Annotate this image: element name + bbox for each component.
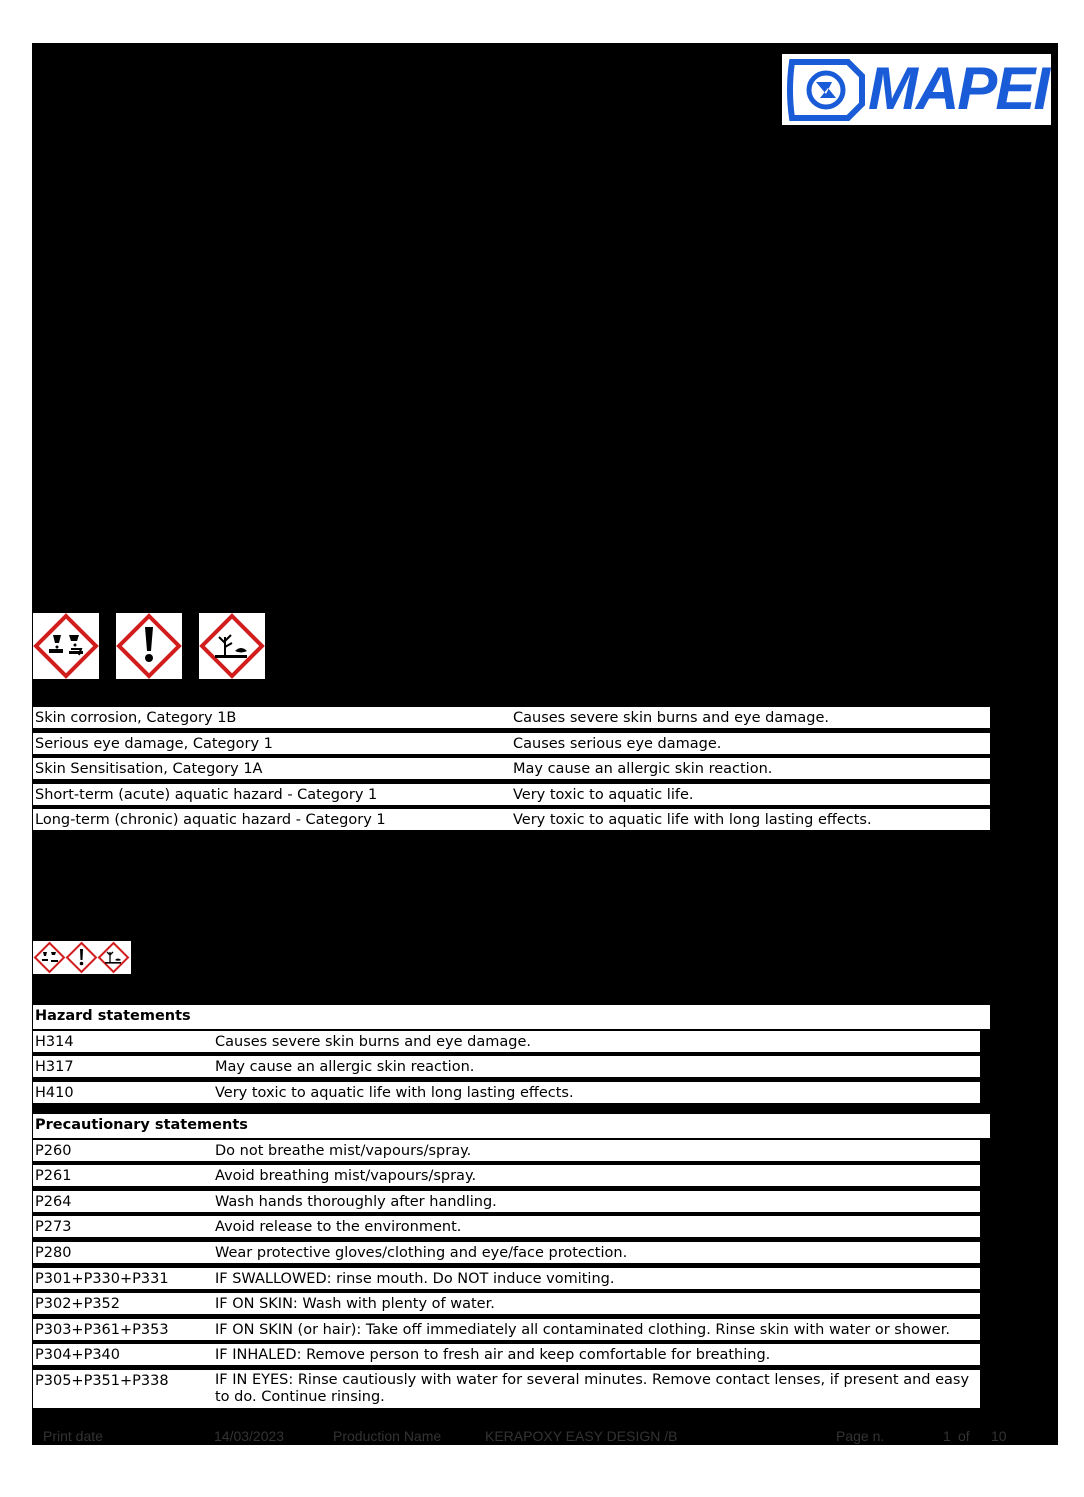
hazard-class: Skin corrosion, Category 1B (35, 710, 237, 726)
hazard-statement: Very toxic to aquatic life. (513, 787, 694, 803)
statement-row (33, 1082, 980, 1103)
hazard-statement: Very toxic to aquatic life with long lasting effects. (513, 812, 872, 828)
page-of: of (958, 1428, 970, 1444)
statement-code: P301+P330+P331 (35, 1271, 169, 1287)
exclamation-pictogram-icon (65, 941, 98, 974)
exclamation-pictogram-icon (116, 613, 182, 679)
statement-code: P280 (35, 1245, 72, 1261)
statement-row (33, 1293, 980, 1314)
hazard-class: Short-term (acute) aquatic hazard - Category 1 (35, 787, 378, 803)
hazard-statement: Causes serious eye damage. (513, 736, 722, 752)
statement-row (33, 1242, 980, 1263)
statement-text: Do not breathe mist/vapours/spray. (215, 1143, 472, 1159)
statement-text: IF IN EYES: Rinse cautiously with water for several minutes. Remove contact lenses, if present and easy to do. Continue rinsing. (215, 1372, 970, 1405)
statement-text: Avoid release to the environment. (215, 1219, 462, 1235)
statement-code: H314 (35, 1034, 74, 1050)
environment-pictogram-icon (199, 613, 265, 679)
statement-row (33, 1319, 980, 1340)
classification-row (33, 809, 990, 830)
statement-row (33, 1344, 980, 1365)
statement-code: P305+P351+P338 (35, 1373, 169, 1389)
statement-text: May cause an allergic skin reaction. (215, 1059, 475, 1075)
print-date-label: Print date (43, 1428, 103, 1444)
classification-row (33, 758, 990, 779)
page-total: 10 (991, 1428, 1007, 1444)
statement-code: P264 (35, 1194, 72, 1210)
statement-row (33, 1140, 980, 1161)
statement-text: Causes severe skin burns and eye damage. (215, 1034, 531, 1050)
statement-code: P304+P340 (35, 1347, 120, 1363)
statement-text: Wash hands thoroughly after handling. (215, 1194, 497, 1210)
statement-code: P261 (35, 1168, 72, 1184)
section-heading: Precautionary statements (35, 1117, 248, 1133)
statement-code: H410 (35, 1085, 74, 1101)
environment-pictogram-icon (97, 941, 130, 974)
page-label: Page n. (836, 1428, 885, 1444)
statement-row (33, 1056, 980, 1077)
statement-text: IF SWALLOWED: rinse mouth. Do NOT induce vomiting. (215, 1271, 615, 1287)
statement-row (33, 1165, 980, 1186)
statement-text: IF ON SKIN (or hair): Take off immediately all contaminated clothing. Rinse skin with water or shower. (215, 1322, 950, 1338)
statement-row (33, 1216, 980, 1237)
hazard-class: Serious eye damage, Category 1 (35, 736, 273, 752)
precautionary-statements-heading (33, 1114, 990, 1138)
statement-row (33, 1191, 980, 1212)
corrosion-pictogram-icon (33, 613, 99, 679)
statement-row (33, 1370, 980, 1408)
hazard-class: Skin Sensitisation, Category 1A (35, 761, 263, 777)
classification-row (33, 733, 990, 754)
production-name-label: Production Name (333, 1428, 442, 1444)
hazard-statement: May cause an allergic skin reaction. (513, 761, 773, 777)
statement-text: Avoid breathing mist/vapours/spray. (215, 1168, 477, 1184)
section-heading: Hazard statements (35, 1008, 191, 1024)
hazard-class: Long-term (chronic) aquatic hazard - Category 1 (35, 812, 386, 828)
mapei-emblem-icon (782, 54, 868, 125)
print-date-value: 14/03/2023 (214, 1428, 285, 1444)
small-pictograms (33, 941, 131, 974)
statement-code: P303+P361+P353 (35, 1322, 169, 1338)
statement-code: H317 (35, 1059, 74, 1075)
mapei-logo (782, 54, 1051, 125)
statement-code: P273 (35, 1219, 72, 1235)
hazard-statement: Causes severe skin burns and eye damage. (513, 710, 829, 726)
corrosion-pictogram-icon (33, 941, 66, 974)
classification-row (33, 707, 990, 728)
statement-text: IF ON SKIN: Wash with plenty of water. (215, 1296, 495, 1312)
statement-row (33, 1031, 980, 1052)
logo-wordmark: MAPEI (868, 55, 1049, 122)
classification-row (33, 784, 990, 805)
page-current: 1 (943, 1428, 951, 1444)
hazard-statements-heading (33, 1005, 990, 1029)
statement-text: Very toxic to aquatic life with long lasting effects. (215, 1085, 574, 1101)
statement-code: P260 (35, 1143, 72, 1159)
production-name-value: KERAPOXY EASY DESIGN /B (485, 1428, 678, 1444)
statement-code: P302+P352 (35, 1296, 120, 1312)
statement-text: Wear protective gloves/clothing and eye/face protection. (215, 1245, 628, 1261)
statement-row (33, 1268, 980, 1289)
statement-text: IF INHALED: Remove person to fresh air and keep comfortable for breathing. (215, 1347, 771, 1363)
